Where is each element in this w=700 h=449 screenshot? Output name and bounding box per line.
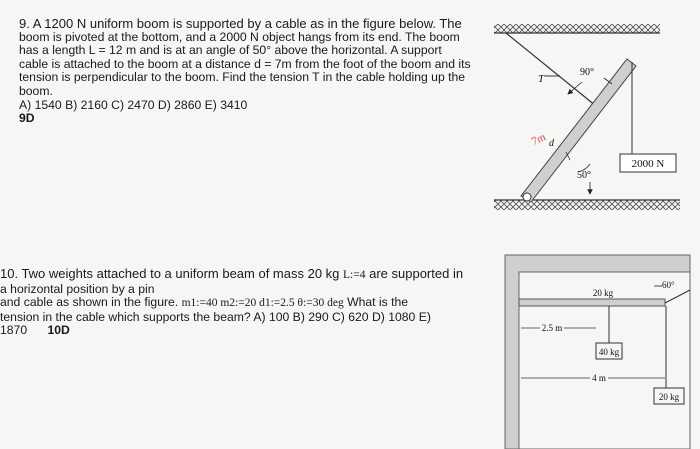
q9-line-1: 9. A 1200 N uniform boom is supported by a cable as in the figure below. The xyxy=(19,16,462,31)
q10-definitions: m1:=40 m2:=20 d1:=2.5 θ:=30 deg xyxy=(181,297,344,310)
q10-line-2: a horizontal position by a pin xyxy=(0,281,155,296)
angle-60-label: 60° xyxy=(662,280,675,290)
dim-2-5m-label: 2.5 m xyxy=(541,323,563,333)
box-40kg-label: 40 kg xyxy=(598,347,620,357)
q9-line-4: cable is attached to the boom at a distance d = 7m from the foot of the boom and its xyxy=(19,56,471,71)
q10-line-1-text: 10. Two weights attached to a uniform beam of mass 20 kg xyxy=(0,266,340,281)
right-angle-label: 90° xyxy=(580,67,594,78)
q9-line-5: tension is perpendicular to the boom. Find the tension T in the cable holding up the xyxy=(19,70,466,85)
distance-d-label: d xyxy=(549,138,554,149)
beam-mass-label: 20 kg xyxy=(592,288,614,298)
tension-label: T xyxy=(538,73,545,85)
weight-label: 2000 N xyxy=(631,158,665,170)
q10-line-1-tail: are supported in xyxy=(369,266,464,281)
handwritten-7m: 7m xyxy=(529,131,548,148)
box-20kg-label: 20 kg xyxy=(658,392,680,402)
q10-choice-e-value: 1870 xyxy=(0,323,28,338)
angle-50-label: 50° xyxy=(577,170,591,181)
q10-line-4: tension in the cable which supports the beam? A) 100 B) 290 C) 620 D) 1080 E) xyxy=(0,309,431,324)
q9-line-2: boom is pivoted at the bottom, and a 2000 N object hangs from its end. The boom xyxy=(19,29,460,44)
q9-choices: A) 1540 B) 2160 C) 2470 D) 2860 E) 3410 xyxy=(19,97,248,112)
q10-L-definition: L:=4 xyxy=(343,269,366,281)
q10-line-3-text: and cable as shown in the figure. xyxy=(0,295,179,310)
q10-question-tail: What is the xyxy=(347,295,409,310)
q10-answer: 10D xyxy=(47,323,70,338)
q9-line-3: has a length L = 12 m and is at an angle of 50° above the horizontal. A support xyxy=(19,43,442,58)
dim-4m-label: 4 m xyxy=(592,373,606,383)
q9-answer: 9D xyxy=(19,111,35,126)
q9-line-6: boom. xyxy=(19,83,53,98)
beam xyxy=(519,299,665,306)
